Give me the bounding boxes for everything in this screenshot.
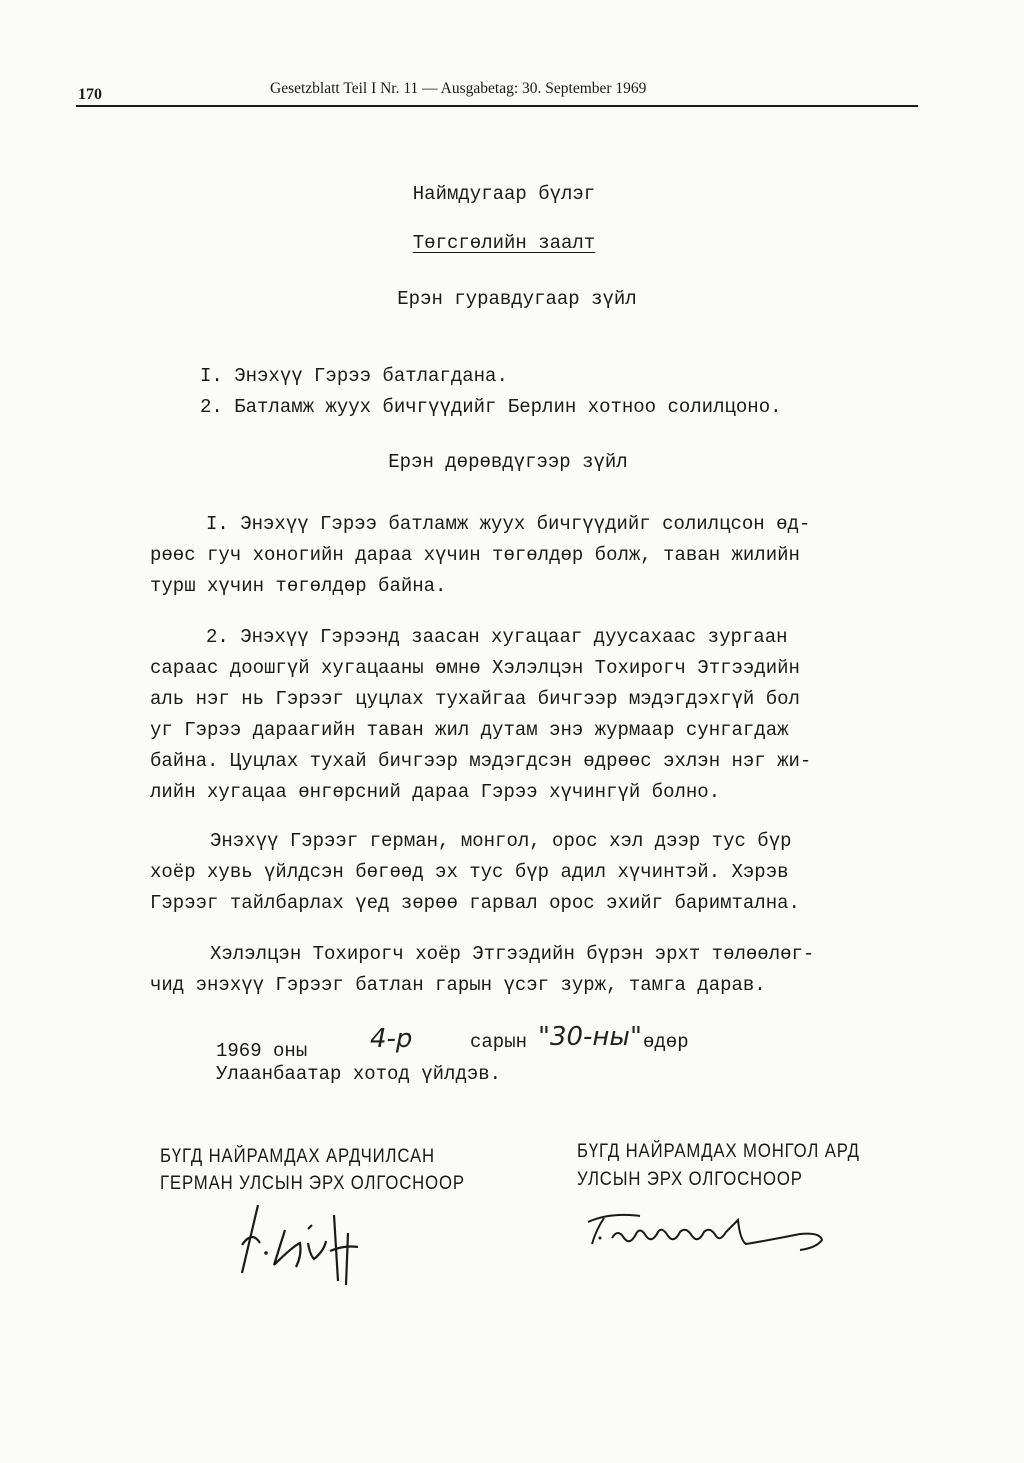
article-93-item-2: 2. Батламж жуух бичгүүдийг Берлин хотноо солилцоно. [200, 396, 782, 418]
header-rule [76, 105, 918, 107]
languages-line-1: Энэхүү Гэрээг герман, монгол, орос хэл дээр тус бүр [210, 830, 792, 852]
chapter-subtitle [0, 232, 1008, 254]
article-94-p2-line-6: лийн хугацаа өнгөрсний дараа Гэрээ хүчингүй болно. [150, 781, 721, 803]
chapter-subtitle-text: Төгсгөлийн заалт [412, 232, 596, 254]
gdr-signatory-line-1: БҮГД НАЙРАМДАХ АРДЧИЛСАН [160, 1146, 435, 1167]
date-day-handwritten: "30-ны" [538, 1022, 642, 1052]
article-94-p1-line-3: турш хүчин төгөлдөр байна. [150, 575, 447, 597]
languages-line-2: хоёр хувь үйлдсэн бөгөөд эх тус бүр адил хүчинтэй. Хэрэв [150, 861, 789, 883]
date-month-handwritten: 4-р [370, 1024, 413, 1054]
gazette-header: Gesetzblatt Teil I Nr. 11 — Ausgabetag: 30. September 1969 [270, 80, 647, 97]
date-day-word: өдөр [643, 1031, 689, 1053]
article-94-p2-line-4: уг Гэрээ дараагийн таван жил дутам энэ журмаар сунгагдаж [150, 719, 789, 741]
languages-line-3: Гэрээг тайлбарлах үед зөрөө гарвал орос эхийг баримтална. [150, 892, 800, 914]
place-line: Улаанбаатар хотод үйлдэв. [216, 1063, 502, 1085]
article-93-item-1: I. Энэхүү Гэрээ батлагдана. [200, 365, 508, 387]
date-month-word: сарын [470, 1031, 528, 1053]
mpr-signature [570, 1200, 840, 1260]
witness-line-1: Хэлэлцэн Тохирогч хоёр Этгээдийн бүрэн эрхт төлөөлөг- [210, 943, 815, 965]
article-94-heading: Ерэн дөрөвдүгээр зүйл [388, 451, 628, 473]
article-94-p2-line-2: сараас доошгүй хугацааны өмнө Хэлэлцэн Тохирогч Этгээдийн [150, 657, 800, 679]
date-year: 1969 оны [216, 1040, 308, 1062]
page-number: 170 [78, 86, 102, 103]
article-94-p1-line-2: рөөс гуч хоногийн дараа хүчин төгөлдөр болж, таван жилийн [150, 544, 800, 566]
gdr-signature [230, 1185, 390, 1295]
article-93-heading: Ерэн гуравдугаар зүйл [397, 288, 637, 310]
article-94-p2-line-3: аль нэг нь Гэрээг цуцлах тухайгаа бичгээр мэдэгдэхгүй бол [150, 688, 800, 710]
chapter-title: Наймдугаар бүлэг [412, 183, 596, 205]
mpr-signatory-line-2: УЛСЫН ЭРХ ОЛГОСНООР [577, 1169, 803, 1190]
article-94-p1-line-1: I. Энэхүү Гэрээ батламж жуух бичгүүдийг солилцсон өд- [206, 513, 811, 535]
article-94-p2-line-5: байна. Цуцлах тухай бичгээр мэдэгдсэн өдрөөс эхлэн нэг жи- [150, 750, 812, 772]
witness-line-2: чид энэхүү Гэрээг батлан гарын үсэг зурж, тамга дарав. [150, 974, 766, 996]
gdr-signatory-line-2: ГЕРМАН УЛСЫН ЭРХ ОЛГОСНООР [160, 1173, 465, 1194]
article-94-p2-line-1: 2. Энэхүү Гэрээнд заасан хугацааг дуусахаас зургаан [206, 626, 788, 648]
mpr-signatory-line-1: БҮГД НАЙРАМДАХ МОНГОЛ АРД [577, 1141, 860, 1162]
